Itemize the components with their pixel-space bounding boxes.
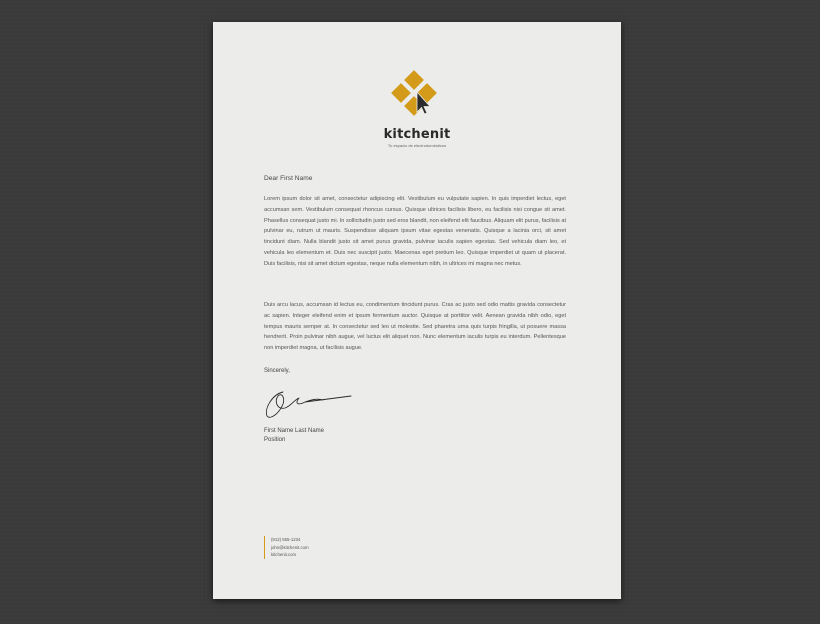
contact-email: john@kitchenit.com [271,544,309,550]
contact-block [264,536,309,559]
contact-website: kitchenit.com [271,552,297,558]
letterhead-page [213,22,621,599]
brand-tagline: Tu espacio de electrodomésticos [387,143,447,148]
body-paragraph-1: Lorem ipsum dolor sit amet, consectetur adipiscing elit. Vestibulum eu vulputate sapien. In quis imperdiet lectus, eget accumsan sem. Vestibulum consequat rhoncus cursus. Quisque ultrices facilisis libero, eu facilisis nisi congue sit amet. Phasellus consequat justo mi. In sollicitudin justo sed eros blandit, non eleifend elit faucibus. Aliquam elit purus, facilisis at pulvinar eu, rutrum ut mauris. Suspendisse aliquam ipsum vitae egestas venenatis. Quisque a lacinia orci, sit amet tincidunt diam. Nulla blandit justo sit amet purus gravida, pulvinar iaculis sapien egestas. Sed vehicula diam leo, et vehicula leo elementum et. Duis nec suscipit justo. Maecenas eget pretium leo. Quisque imperdiet ut quam ut placerat. Duis facilisis, nisi sit amet dictum egestas, neque nulla elementum nibh, in ultrices mi magna nec metus. [264,196,566,267]
diamond-cursor-logo-icon [390,70,444,124]
contact-phone: (912) 555-1234 [271,537,301,542]
signature-icon [261,384,356,422]
signer-name: First Name Last Name [264,428,325,434]
signer-position: Position [264,437,286,443]
brand-name: kitchenit [383,127,451,142]
body-paragraph-2: Duis arcu lacus, accumsan id lectus eu, condimentum tincidunt purus. Cras ac justo sed odio mattis gravida consectetur ac sapien. Integer eleifend enim et ipsum fermentum auctor. Quisque at porttitor velit. Aenean gravida nibh odio, eget tempus mauris semper at. In consectetur sed leo ut molestie. Sed pharetra urna quis turpis fringilla, ut posuere massa hendrerit. Proin pulvinar nibh augue, vel luctus elit aliquet non. Nunc elementum iaculis turpis eu interdum. Pellentesque non imperdiet magna, ut facilisis augue. [264,302,566,352]
salutation: Dear First Name [264,175,313,182]
closing: Sincerely, [264,368,290,374]
